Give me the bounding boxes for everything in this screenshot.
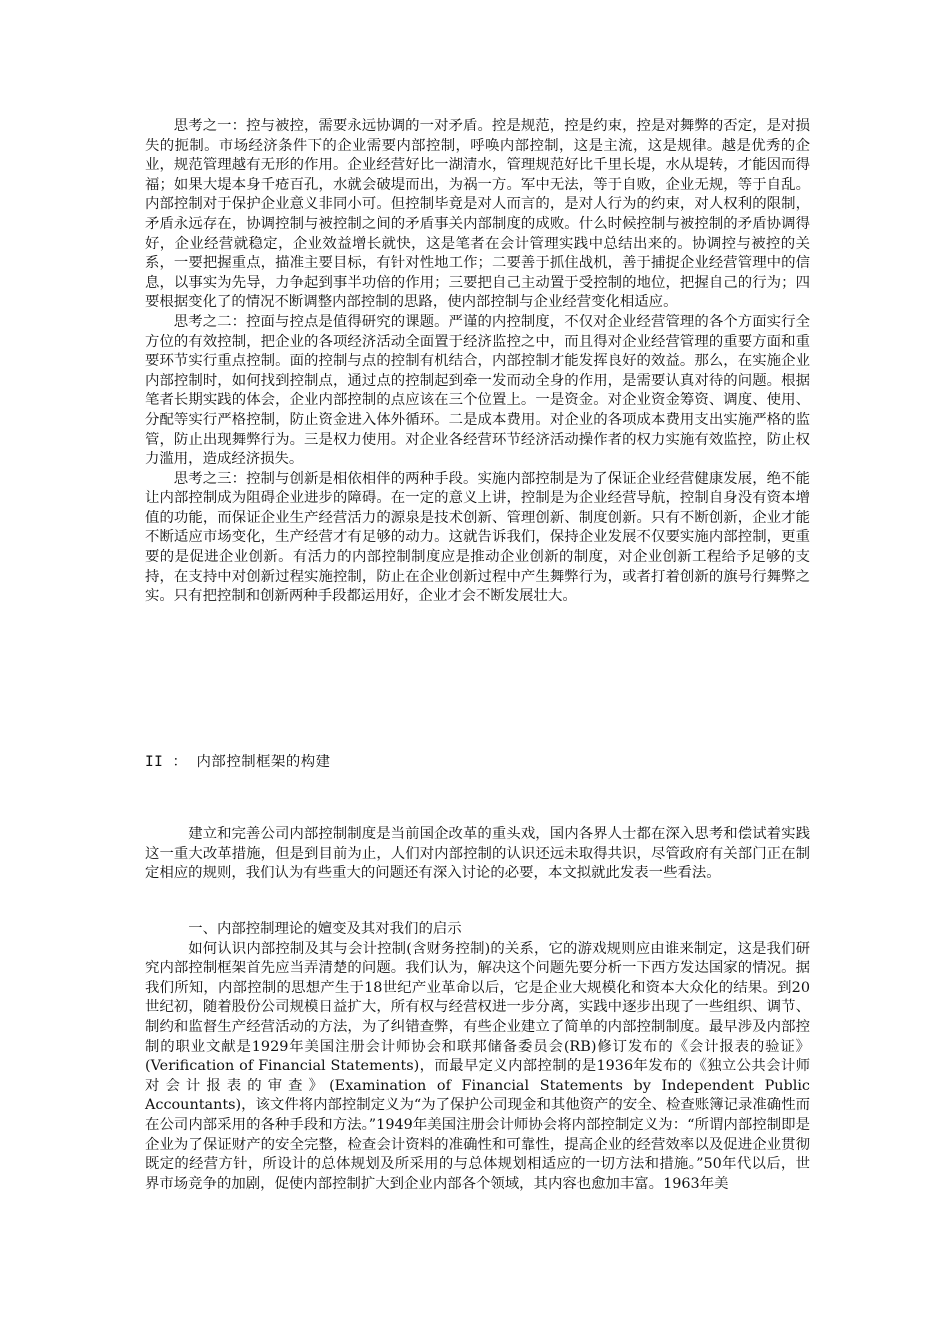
intro-paragraph: 建立和完善公司内部控制制度是当前国企改革的重头戏，国内各界人士都在深入思考和偿试着实践这一重大改革措施，但是到目前为止，人们对内部控制的认识还远未取得共识，尽管政府有关部门正在制定相应的规则，我们认为有些重大的问题还有深入讨论的必要，本文拟就此发表一些看法。	[145, 826, 810, 882]
subheading: 一、内部控制理论的嬗变及其对我们的启示	[188, 921, 462, 937]
body-paragraph: 如何认识内部控制及其与会计控制(含财务控制)的关系，它的游戏规则应由谁来制定，这是我们研究内部控制框架首先应当弄清楚的问题。我们认为，解决这个问题先要分析一下西方发达国家的情况。据我们所知，内部控制的思想产生于18世纪产业革命以后，它是企业大规模化和资本大众化的结果。到20世纪初，随着股份公司规模日益扩大，所有权与经营权进一步分离，实践中逐步出现了一些组织、调节、制约和监督生产经营活动的方法，为了纠错查弊，有些企业建立了简单的内部控制制度。最早涉及内部控制的职业文献是1929年美国注册会计师协会和联邦储备委员会(RB)修订发布的《会计报表的验证》(Verification of Financial Statements)，而最早定义内部控制的是1936年发布的《独立公共会计师对会计报表的审查》(Examination of Financial Statements by Independent Public Accountants)，该文件将内部控制定义为“为了保护公司现金和其他资产的安全、检查账簿记录准确性而在公司内部采用的各种手段和方法。”1949年美国注册会计师协会将内部控制定义为：“所谓内部控制即是企业为了保证财产的安全完整，检查会计资料的准确性和可靠性，提高企业的经营效率以及促进企业贯彻既定的经营方针，所设计的总体规划及所采用的与总体规划相适应的一切方法和措施。”50年代以后，世界市场竞争的加剧，促使内部控制扩大到企业内部各个领域，其内容也愈加丰富。1963年美	[145, 940, 810, 1192]
section-two-intro	[145, 825, 810, 884]
paragraph-thought-two: 思考之二：控面与控点是值得研究的课题。严谨的内控制度，不仅对企业经营管理的各个方面实行全方位的有效控制，把企业的各项经济活动全面置于经济监控之中，而且得对企业经营管理的重要方面和重要环节实行重点控制。面的控制与点的控制有机结合，内部控制才能发挥良好的效益。那么，在实施企业内部控制时，如何找到控制点，通过点的控制起到牵一发而动全身的作用，是需要认真对待的问题。根据笔者长期实践的体会，企业内部控制的点应该在三个位置上。一是资金。对企业资金筹资、调度、使用、分配等实行严格控制，防止资金进入体外循环。二是成本费用。对企业的各项成本费用支出实施严格的监管，防止出现舞弊行为。三是权力使用。对企业各经营环节经济活动操作者的权力实施有效监控，防止权力滥用，造成经济损失。	[145, 313, 810, 468]
paragraph-thought-three: 思考之三：控制与创新是相依相伴的两种手段。实施内部控制是为了保证企业经营健康发展，绝不能让内部控制成为阻碍企业进步的障碍。在一定的意义上讲，控制是为企业经营导航，控制自身没有资本增值的功能，而保证企业生产经营活力的源泉是技术创新、管理创新、制度创新。只有不断创新，企业才能不断适应市场变化，生产经营才有足够的动力。这就告诉我们，保持企业发展不仅要实施内部控制，更重要的是促进企业创新。有活力的内部控制制度应是推动企业创新的制度，对企业创新工程给予足够的支持，在支持中对创新过程实施控制，防止在企业创新过程中产生舞弊行为，或者打着创新的旗号行舞弊之实。只有把控制和创新两种手段都运用好，企业才会不断发展壮大。	[145, 470, 810, 605]
section-one	[145, 117, 810, 607]
paragraph-thought-one: 思考之一：控与被控，需要永远协调的一对矛盾。控是规范，控是约束，控是对舞弊的否定，是对损失的扼制。市场经济条件下的企业需要内部控制，呼唤内部控制，这是主流，这是规律。越是优秀的企业，规范管理越有无形的作用。企业经营好比一湖清水，管理规范好比千里长堤，水从堤转，才能因而得福；如果大堤本身千疮百孔，水就会破堤而出，为祸一方。军中无法，等于自败，企业无规，等于自乱。内部控制对于保护企业意义非同小可。但控制毕竟是对人而言的，是对人行为的约束，对人权利的限制，矛盾永远存在，协调控制与被控制之间的矛盾事关内部制度的成败。什么时候控制与被控制的矛盾协调得好，企业经营就稳定，企业效益增长就快，这是笔者在会计管理实践中总结出来的。协调控与被控的关系，一要把握重点，描准主要目标，有针对性地工作；二要善于抓住战机，善于捕捉企业经营管理中的信息，以事实为先导，力争起到事半功倍的作用；三要把自己主动置于受控制的地位，把握自己的行为；四要根据变化了的情况不断调整内部控制的思路，使内部控制与企业经营变化相适应。	[145, 118, 810, 311]
section-heading: II ： 内部控制框架的构建	[145, 754, 331, 770]
section-two-body	[145, 920, 810, 1194]
